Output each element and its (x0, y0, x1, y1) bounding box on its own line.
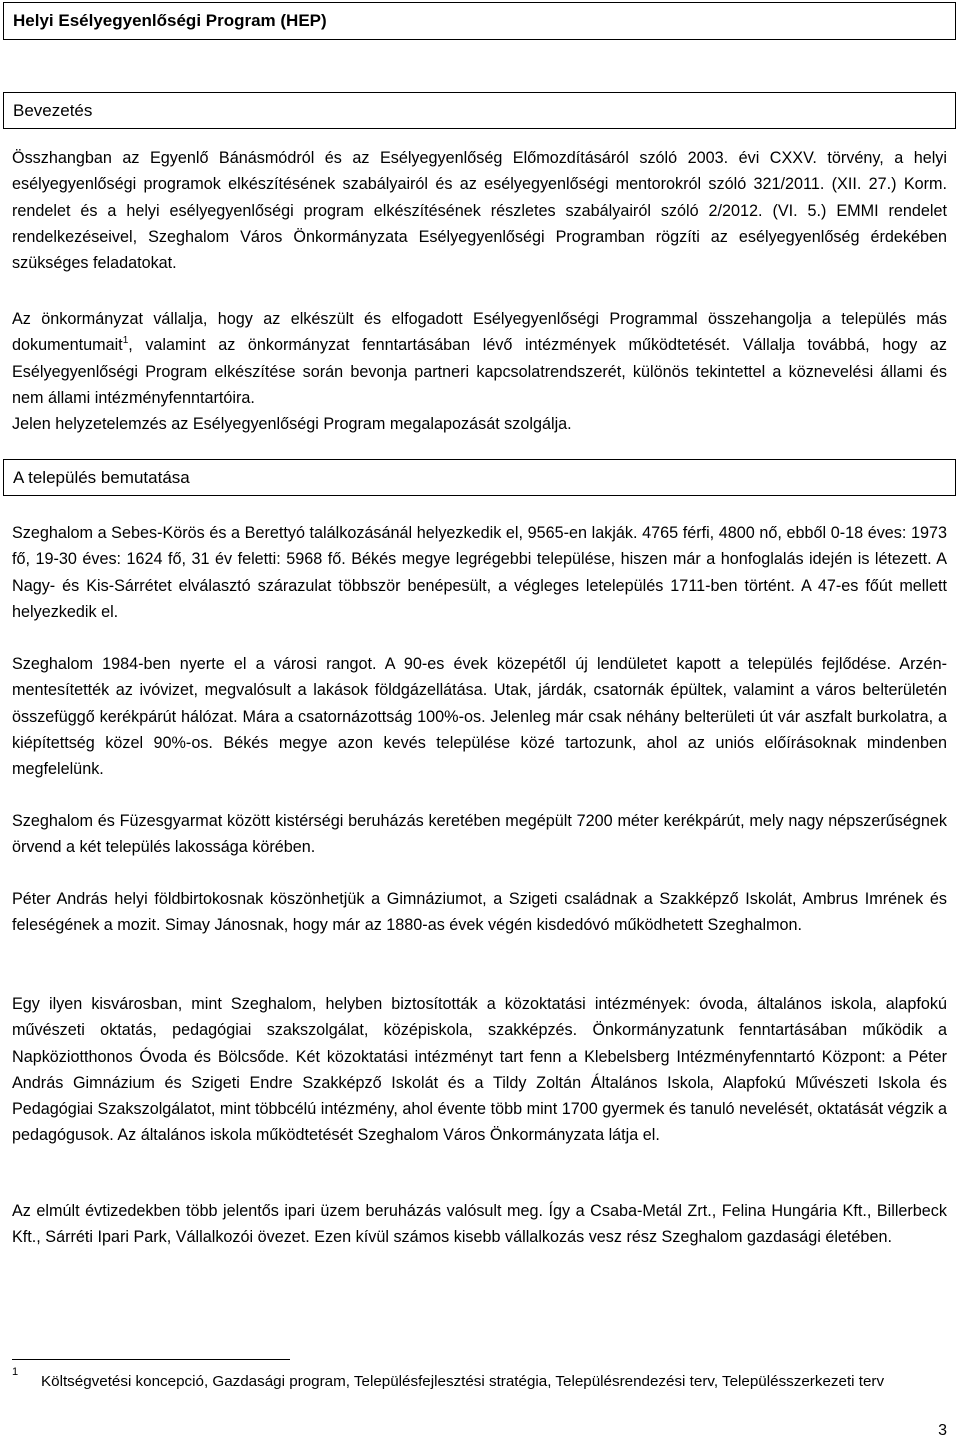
telepules-paragraph-6: Az elmúlt évtizedekben több jelentős ipari üzem beruházás valósult meg. Így a Csaba-Metál Zrt., Felina Hungária Kft., Billerbeck Kft., Sárréti Ipari Park, Vállalkozói övezet. Ezen kívül számos kisebb vállalkozás vesz rész Szeghalom gazdasági életében. (12, 1202, 947, 1247)
footnote-reference: 1 (122, 335, 129, 347)
intro-paragraph-3: Jelen helyzetelemzés az Esélyegyenlőségi Program megalapozását szolgálja. (12, 415, 572, 433)
document-title: Helyi Esélyegyenlőségi Program (HEP) (13, 11, 327, 30)
section-title-bevezetes: Bevezetés (13, 101, 93, 120)
telepules-paragraph-2: Szeghalom 1984-ben nyerte el a városi rangot. A 90-es évek közepétől új lendületet kapott a település fejlődése. Arzén-mentesítették az ivóvizet, megvalósult a lakások földgázellátása. Utak, járdák, csatornák épültek, valamint a város belterületén összefüggő kerékpárút hálózat. Mára a csatornázottság 100%-os. Jelenleg már csak néhány belterületi út vár aszfalt burkolatra, a kiépítettség közel 90%-os. Békés megye azon kevés települése közé tartozunk, ahol az uniós előírásoknak mindenben megfelelünk. (12, 655, 947, 779)
footnote-text: Költségvetési koncepció, Gazdasági program, Településfejlesztési stratégia, Településrendezési terv, Településszerkezeti terv (41, 1373, 885, 1390)
footnote-divider (12, 1359, 290, 1360)
footnote-mark: 1 (12, 1366, 19, 1378)
intro-paragraph-2 (12, 306, 947, 411)
telepules-paragraph-5: Egy ilyen kisvárosban, mint Szeghalom, helyben biztosították a közoktatási intézmények: óvoda, általános iskola, alapfokú művészeti oktatás, pedagógiai szakszolgálat, középiskola, szakképzés. Önkormányzatunk fenntartásában működik a Napköziotthonos Óvoda és Bölcsőde. Két közoktatási intézményt tart fenn a Klebelsberg Intézményfenntartó Központ: a Péter András Gimnázium és Szigeti Endre Szakképző Iskolát és a Tildy Zoltán Általános Iskola, Alapfokú Művészeti Iskola és Pedagógiai Szakszolgálatot, mint többcélú intézmény, ahol évente több mint 1700 gyermek és tanuló nevelését, oktatását végzik a pedagógusok. Az általános iskola működtetését Szeghalom Város Önkormányzata látja el. (12, 995, 947, 1145)
section-title-telepules: A település bemutatása (13, 468, 190, 487)
intro-paragraph-2-start: Az önkormányzat vállalja, hogy az elkészült és elfogadott Esélyegyenlőségi Programmal összehangolja a település más dokumentumait (12, 310, 947, 355)
intro-paragraph-2-end: , valamint az önkormányzat fenntartásában lévő intézmények működtetését. Vállalja továbbá, hogy az Esélyegyenlőségi Program elkészítése során bevonja partneri kapcsolatrendszerét, különös tekintettel a köznevelési állami és nem állami intézményfenntartóira. (12, 336, 947, 407)
document-title-box (3, 2, 956, 40)
telepules-paragraph-1: Szeghalom a Sebes-Körös és a Berettyó találkozásánál helyezkedik el, 9565-en lakják. 4765 férfi, 4800 nő, ebből 0-18 éves: 1973 fő, 19-30 éves: 1624 fő, 31 év feletti: 5968 fő. Békés megye legrégebbi települése, hiszen már a honfoglalás idején is létezett. A Nagy- és Kis-Sárrétet elválasztó szárazulat többször benépesült, a végleges letelepülés 1711-ben történt. A 47-es főút mellett helyezkedik el. (12, 524, 947, 621)
telepules-paragraph-3: Szeghalom és Füzesgyarmat között kistérségi beruházás keretében megépült 7200 méter kerékpárút, mely nagy népszerűségnek örvend a két település lakossága körében. (12, 812, 947, 857)
intro-paragraph-1: Összhangban az Egyenlő Bánásmódról és az Esélyegyenlőség Előmozdításáról szóló 2003. évi CXXV. törvény, a helyi esélyegyenlőségi programok elkészítésének szabályairól és az esélyegyenlőségi mentorokról szóló 321/2011. (XII. 27.) Korm. rendelet és a helyi esélyegyenlőségi program elkészítésének részletes szabályairól szóló 2/2012. (VI. 5.) EMMI rendelet rendelkezéseivel, Szeghalom Város Önkormányzata Esélyegyenlőségi Programban rögzíti az esélyegyenlőség érdekében szükséges feladatokat. (12, 149, 947, 273)
section-header-telepules (3, 459, 956, 496)
page-number: 3 (938, 1422, 947, 1439)
section-header-bevezetes (3, 92, 956, 129)
telepules-paragraph-4: Péter András helyi földbirtokosnak köszönhetjük a Gimnáziumot, a Szigeti családnak a Szakképző Iskolát, Ambrus Imrének és feleségének a mozit. Simay Jánosnak, hogy már az 1880-as évek végén kisdedóvó működhetett Szeghalmon. (12, 890, 947, 935)
